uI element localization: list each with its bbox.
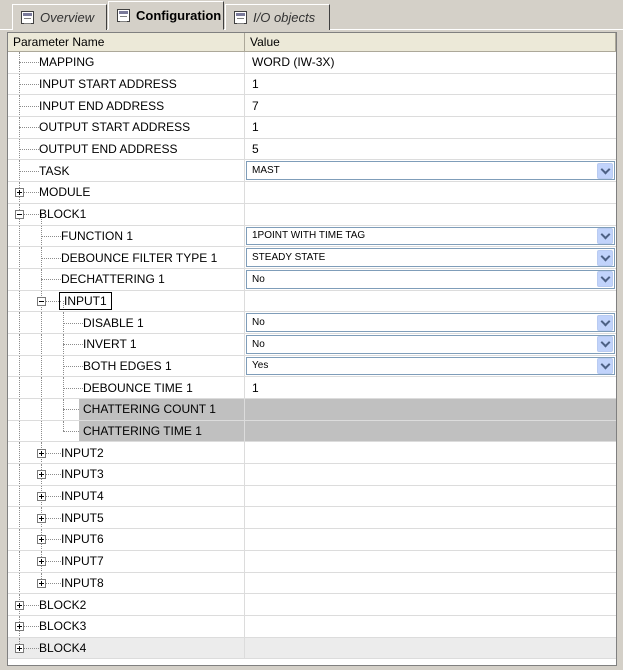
tree-guide-line xyxy=(19,226,20,247)
expand-icon[interactable] xyxy=(37,514,46,523)
param-value-dropdown[interactable] xyxy=(246,161,615,180)
param-name-label: MAPPING xyxy=(39,55,95,70)
param-row-chattering-time-1[interactable] xyxy=(8,421,616,443)
param-value-cell[interactable] xyxy=(245,226,616,247)
tree-connector-line xyxy=(19,106,39,107)
param-value-dropdown[interactable] xyxy=(246,248,615,267)
chevron-down-icon[interactable] xyxy=(597,250,613,266)
param-row-input5[interactable] xyxy=(8,507,616,529)
param-value-cell[interactable] xyxy=(245,356,616,377)
param-name-label: CHATTERING TIME 1 xyxy=(83,424,202,439)
tree-guide-line xyxy=(19,269,20,290)
param-name-label: MODULE xyxy=(39,185,91,200)
dropdown-selected-value: MAST xyxy=(252,165,280,177)
grid-rows xyxy=(8,52,616,659)
param-value-cell xyxy=(245,204,616,225)
param-name-label: DEBOUNCE TIME 1 xyxy=(83,380,193,395)
param-row-output-end-address[interactable] xyxy=(8,139,616,161)
param-name-cell[interactable] xyxy=(8,226,245,247)
param-row-input4[interactable] xyxy=(8,486,616,508)
tree-guide-line xyxy=(19,312,20,333)
param-name-cell[interactable] xyxy=(8,269,245,290)
param-row-input-end-address[interactable] xyxy=(8,95,616,117)
param-row-both-edges-1[interactable] xyxy=(8,356,616,378)
dropdown-selected-value: No xyxy=(252,338,265,350)
param-value-cell[interactable] xyxy=(245,52,616,73)
tree-guide-line xyxy=(41,312,42,333)
chevron-down-icon[interactable] xyxy=(597,271,613,287)
param-name-cell[interactable] xyxy=(8,117,245,138)
param-name-label: DECHATTERING 1 xyxy=(61,272,165,287)
param-name-label: BLOCK4 xyxy=(39,640,87,655)
param-row-input8[interactable] xyxy=(8,573,616,595)
grid-header xyxy=(8,33,616,52)
param-name-label: TASK xyxy=(39,163,70,178)
tree-connector-line xyxy=(63,344,83,345)
param-value-cell[interactable] xyxy=(245,269,616,290)
chevron-down-icon[interactable] xyxy=(597,163,613,179)
tree-connector-line xyxy=(19,149,39,150)
param-name-label: BLOCK1 xyxy=(39,207,87,222)
param-name-label: FUNCTION 1 xyxy=(61,228,133,243)
tab-overview-label: Overview xyxy=(40,10,95,25)
param-value-cell xyxy=(245,616,616,637)
param-name-label: DEBOUNCE FILTER TYPE 1 xyxy=(61,250,218,265)
param-name-cell[interactable] xyxy=(8,356,245,377)
expand-icon[interactable] xyxy=(15,644,24,653)
tree-guide-line xyxy=(19,529,20,550)
tree-connector-line xyxy=(41,236,61,237)
expand-icon[interactable] xyxy=(15,601,24,610)
expand-icon[interactable] xyxy=(37,579,46,588)
param-name-cell[interactable] xyxy=(8,594,245,615)
param-name-label: OUTPUT END ADDRESS xyxy=(39,142,178,157)
tree-connector-line xyxy=(19,84,39,85)
param-name-label: OUTPUT START ADDRESS xyxy=(39,120,191,135)
param-name-cell[interactable] xyxy=(8,312,245,333)
param-name-cell[interactable] xyxy=(8,74,245,95)
param-value-cell xyxy=(245,182,616,203)
param-row-chattering-count-1[interactable] xyxy=(8,399,616,421)
tree-connector-line xyxy=(19,171,39,172)
param-value-dropdown[interactable] xyxy=(246,313,615,332)
param-row-block3[interactable] xyxy=(8,616,616,638)
tab-io-objects-label: I/O objects xyxy=(253,10,316,25)
param-value-cell[interactable] xyxy=(245,160,616,181)
tree-guide-line xyxy=(41,399,42,420)
param-name-cell[interactable] xyxy=(8,529,245,550)
tree-guide-line xyxy=(19,486,20,507)
param-name-cell[interactable] xyxy=(8,52,245,73)
param-row-debounce-filter-type-1[interactable] xyxy=(8,247,616,269)
param-value-cell[interactable] xyxy=(245,139,616,160)
expand-icon[interactable] xyxy=(15,188,24,197)
tree-connector-line xyxy=(41,279,61,280)
chevron-down-icon[interactable] xyxy=(597,228,613,244)
param-row-output-start-address[interactable] xyxy=(8,117,616,139)
tree-guide-line xyxy=(19,551,20,572)
param-row-input3[interactable] xyxy=(8,464,616,486)
chevron-down-icon[interactable] xyxy=(597,315,613,331)
param-name-cell[interactable] xyxy=(8,247,245,268)
tab-configuration-label: Configuration xyxy=(136,8,222,23)
param-name-label: INPUT6 xyxy=(61,532,104,547)
param-name-label: CHATTERING COUNT 1 xyxy=(83,402,216,417)
tree-guide-line xyxy=(19,377,20,398)
param-name-label: BOTH EDGES 1 xyxy=(83,358,172,373)
param-row-block1[interactable] xyxy=(8,204,616,226)
module-icon xyxy=(21,11,34,24)
param-name-cell[interactable] xyxy=(8,421,245,442)
param-name-cell[interactable] xyxy=(8,638,245,659)
param-name-label: INPUT8 xyxy=(61,575,104,590)
param-value-cell[interactable] xyxy=(245,334,616,355)
chevron-down-icon[interactable] xyxy=(597,336,613,352)
param-value-cell xyxy=(245,399,616,420)
param-value-cell xyxy=(245,638,616,659)
param-value-cell xyxy=(245,442,616,463)
param-value-field[interactable]: 1 xyxy=(252,120,259,135)
tree-guide-line xyxy=(19,573,20,594)
tree-connector-line xyxy=(19,62,39,63)
param-row-module[interactable] xyxy=(8,182,616,204)
param-name-label: INPUT1 xyxy=(59,292,112,310)
param-name-cell[interactable] xyxy=(8,507,245,528)
param-row-input-start-address[interactable] xyxy=(8,74,616,96)
param-name-label: INVERT 1 xyxy=(83,337,137,352)
param-name-cell[interactable] xyxy=(8,616,245,637)
tree-guide-line xyxy=(19,442,20,463)
dropdown-selected-value: STEADY STATE xyxy=(252,252,326,264)
tree-guide-line xyxy=(19,464,20,485)
param-row-invert-1[interactable] xyxy=(8,334,616,356)
collapse-icon[interactable] xyxy=(15,210,24,219)
tree-guide-line xyxy=(41,421,42,442)
param-value-cell[interactable] xyxy=(245,377,616,398)
param-value-cell xyxy=(245,573,616,594)
param-name-label: BLOCK3 xyxy=(39,619,87,634)
tree-guide-line xyxy=(41,377,42,398)
tab-configuration[interactable] xyxy=(108,1,224,30)
tree-guide-line xyxy=(19,247,20,268)
tree-guide-line xyxy=(19,507,20,528)
param-row-block4[interactable] xyxy=(8,638,616,660)
param-value-cell[interactable] xyxy=(245,247,616,268)
expand-icon[interactable] xyxy=(37,557,46,566)
param-value-cell[interactable] xyxy=(245,74,616,95)
tab-io-objects[interactable] xyxy=(225,4,330,30)
param-value-cell xyxy=(245,507,616,528)
tab-strip xyxy=(0,0,623,30)
param-value-cell xyxy=(245,529,616,550)
param-value-dropdown[interactable] xyxy=(246,227,615,246)
collapse-icon[interactable] xyxy=(37,297,46,306)
param-row-function-1[interactable] xyxy=(8,226,616,248)
param-name-cell[interactable] xyxy=(8,377,245,398)
dropdown-selected-value: Yes xyxy=(252,360,269,372)
param-name-cell[interactable] xyxy=(8,95,245,116)
param-name-label: INPUT4 xyxy=(61,489,104,504)
param-name-label: INPUT2 xyxy=(61,445,104,460)
dropdown-selected-value: 1POINT WITH TIME TAG xyxy=(252,230,366,242)
dropdown-selected-value: No xyxy=(252,273,265,285)
param-name-label: INPUT5 xyxy=(61,510,104,525)
tree-connector-line xyxy=(41,258,61,259)
tree-guide-line xyxy=(19,399,20,420)
dropdown-selected-value: No xyxy=(252,317,265,329)
param-name-cell[interactable] xyxy=(8,204,245,225)
param-name-cell[interactable] xyxy=(8,139,245,160)
column-header-parameter-name[interactable]: Parameter Name xyxy=(8,33,245,52)
module-icon xyxy=(117,9,130,22)
param-name-cell[interactable] xyxy=(8,291,245,312)
chevron-down-icon[interactable] xyxy=(597,358,613,374)
param-row-input2[interactable] xyxy=(8,442,616,464)
param-value-cell[interactable] xyxy=(245,95,616,116)
param-value-cell[interactable] xyxy=(245,312,616,333)
param-value-cell xyxy=(245,421,616,442)
param-value-cell xyxy=(245,551,616,572)
param-value-cell xyxy=(245,291,616,312)
param-row-task[interactable] xyxy=(8,160,616,182)
tree-guide-line xyxy=(19,334,20,355)
param-value-field[interactable]: WORD (IW-3X) xyxy=(252,55,335,70)
tree-guide-line xyxy=(63,421,64,431)
param-value-cell[interactable] xyxy=(245,117,616,138)
param-name-label: INPUT END ADDRESS xyxy=(39,98,165,113)
tree-connector-line xyxy=(19,127,39,128)
param-name-cell[interactable] xyxy=(8,486,245,507)
module-icon xyxy=(234,11,247,24)
param-value-field[interactable]: 1 xyxy=(252,380,259,395)
param-value-cell xyxy=(245,486,616,507)
param-name-label: BLOCK2 xyxy=(39,597,87,612)
tree-connector-line xyxy=(63,388,83,389)
param-row-input7[interactable] xyxy=(8,551,616,573)
param-value-cell xyxy=(245,594,616,615)
param-row-mapping[interactable] xyxy=(8,52,616,74)
param-name-cell[interactable] xyxy=(8,160,245,181)
param-name-label: INPUT7 xyxy=(61,554,104,569)
param-name-cell[interactable] xyxy=(8,334,245,355)
param-name-cell[interactable] xyxy=(8,442,245,463)
param-value-dropdown[interactable] xyxy=(246,270,615,289)
param-row-debounce-time-1[interactable] xyxy=(8,377,616,399)
tree-guide-line xyxy=(41,334,42,355)
column-header-value[interactable]: Value xyxy=(245,33,616,52)
parameter-grid xyxy=(7,32,617,666)
expand-icon[interactable] xyxy=(37,535,46,544)
param-row-input1[interactable] xyxy=(8,291,616,313)
param-name-cell[interactable] xyxy=(8,182,245,203)
param-name-cell[interactable] xyxy=(8,551,245,572)
param-row-block2[interactable] xyxy=(8,594,616,616)
tree-guide-line xyxy=(19,291,20,312)
param-value-field[interactable]: 1 xyxy=(252,77,259,92)
tree-guide-line xyxy=(41,356,42,377)
param-value-dropdown[interactable] xyxy=(246,357,615,376)
param-row-disable-1[interactable] xyxy=(8,312,616,334)
param-name-cell[interactable] xyxy=(8,573,245,594)
param-name-cell[interactable] xyxy=(8,464,245,485)
param-value-cell xyxy=(245,464,616,485)
param-name-label: INPUT START ADDRESS xyxy=(39,77,177,92)
param-name-cell[interactable] xyxy=(8,399,245,420)
param-value-field[interactable]: 5 xyxy=(252,142,259,157)
param-name-label: DISABLE 1 xyxy=(83,315,144,330)
expand-icon[interactable] xyxy=(15,622,24,631)
tree-guide-line xyxy=(19,356,20,377)
tree-guide-line xyxy=(19,421,20,442)
expand-icon[interactable] xyxy=(37,449,46,458)
param-row-dechattering-1[interactable] xyxy=(8,269,616,291)
tab-overview[interactable] xyxy=(12,4,107,30)
tree-connector-line xyxy=(63,366,83,367)
param-value-dropdown[interactable] xyxy=(246,335,615,354)
tree-connector-line xyxy=(63,323,83,324)
param-name-label: INPUT3 xyxy=(61,467,104,482)
param-value-field[interactable]: 7 xyxy=(252,98,259,113)
expand-icon[interactable] xyxy=(37,470,46,479)
param-row-input6[interactable] xyxy=(8,529,616,551)
expand-icon[interactable] xyxy=(37,492,46,501)
